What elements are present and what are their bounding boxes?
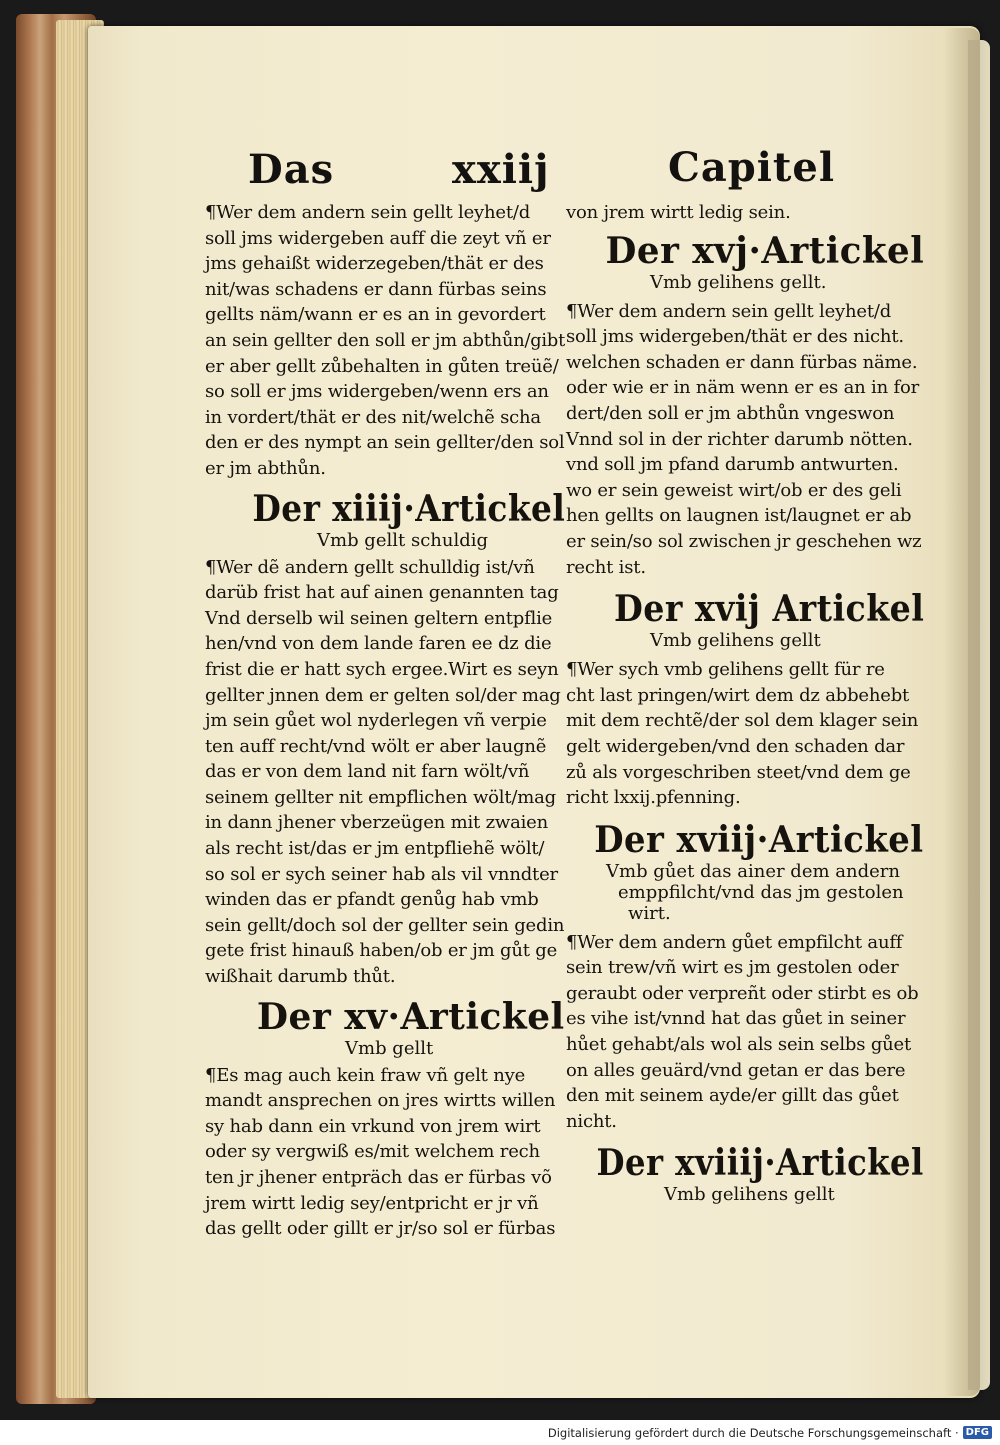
footer-credit [0,1420,1000,1445]
dfg-logo: DFG [963,1426,992,1439]
text-line: ten auff recht/vnd wölt er aber laugnẽ [205,735,547,757]
footer-credit-text: Digitalisierung gefördert durch die Deutsche Forschungsgemeinschaft · [547,1425,959,1440]
subheading-line: emppfilcht/vnd das jm gestolen [618,881,904,903]
text-line: er jm abthůn. [205,457,326,479]
text-line: als recht ist/das er jm entpfliehẽ wölt/ [205,838,545,860]
text-line: Vnd derselb wil seinen geltern entpflie [205,607,553,629]
text-line: gellter jnnen dem er gelten sol/der mag [205,684,561,706]
left-paragraph-2 [205,555,565,990]
text-line: sein gellt/doch sol der gellter sein gedin [205,914,565,936]
text-line: hen/vnd von dem lande faren ee dz die [205,633,552,655]
running-head-left: Das [248,146,335,193]
article-14-subheading: Vmb gellt schuldig [317,529,489,551]
text-line: vnd soll jm pfand darumb antwurten. [566,454,899,476]
text-line: ¶Es mag auch kein fraw vñ gelt nye [205,1064,526,1086]
text-line: ¶Wer dem andern gůet empfilcht auff [566,931,903,953]
article-16-subheading: Vmb gelihens gellt. [650,271,827,293]
left-paragraph-1 [205,200,565,482]
article-17-heading: Der xvij Artickel [613,588,925,631]
text-line: frist die er hatt sych ergee.Wirt es seyn [205,658,559,680]
running-head-right: Capitel [668,144,836,191]
text-line: welchen schaden er dann fürbas näme. [566,351,918,373]
article-14-heading: Der xiiij·Artickel [252,487,566,530]
left-column [205,200,565,1242]
text-line: on alles geuärd/vnd getan er das bere [566,1059,906,1081]
text-line: jms gehaißt widerzegeben/thät er des [205,253,544,275]
text-line: er sein/so sol zwischen jr geschehen wz [566,530,922,552]
text-line: nicht. [566,1110,617,1132]
right-column [566,200,924,1205]
text-line: das gellt oder gillt er jr/so sol er fürbas [205,1218,556,1240]
text-line: es vihe ist/vnnd hat das gůet in seiner [566,1008,906,1030]
text-line: ten jr jhener entpräch das er fürbas võ [205,1167,552,1188]
text-line: darüb frist hat auf ainen genannten tag [205,582,559,604]
text-line: dert/den soll er jm abthůn vngeswon [566,402,895,424]
article-18-subheading [566,861,924,924]
article-16-heading: Der xvj·Artickel [605,229,925,272]
text-line: winden das er pfandt genůg hab vmb [205,889,539,911]
gutter-shadow [944,28,980,1396]
text-line: den mit seinem ayde/er gillt das gůet [566,1085,899,1107]
text-line: wißhait darumb thůt. [205,966,396,988]
text-line: an sein gellter den soll er jm abthůn/gibt [205,329,566,351]
text-line: sein trew/vñ wirt es jm gestolen oder [566,957,899,979]
article-15-heading: Der xv·Artickel [256,995,565,1038]
right-paragraph-1 [566,299,924,581]
text-line: seinem gellter nit empflichen wölt/mag [205,786,556,808]
text-line: richt lxxij.pfenning. [566,787,741,809]
text-line: er aber gellt zůbehalten in gůten treüẽ/ [205,355,559,377]
text-line: gete frist hinauß haben/ob er jm gůt ge [205,940,558,962]
right-paragraph-2 [566,657,924,811]
text-line: gelt widergeben/vnd den schaden dar [566,735,905,757]
article-18-heading: Der xviij·Artickel [594,818,924,861]
text-line: oder sy vergwiß es/mit welchem rech [205,1141,540,1163]
text-line: in dann jhener vberzeügen mit zwaien [205,812,549,834]
text-line: nit/was schadens er dann fürbas seins [205,278,547,300]
text-line: in vordert/thät er des nit/welchẽ scha [205,406,541,428]
text-line: ¶Wer dẽ andern gellt schulldig ist/vñ [205,556,535,578]
text-line: soll jms widergeben auff die zeyt vñ er [205,227,551,249]
text-line: gellts näm/wann er es an in gevordert [205,304,546,326]
text-line: Vnnd sol in der richter darumb nötten. [566,428,913,450]
subheading-line: Vmb gůet das ainer dem andern [606,860,900,882]
text-line: oder wie er in näm wenn er es an in for [566,377,920,399]
text-line: den er des nympt an sein gellter/den sol [205,432,565,454]
text-line: jrem wirtt ledig sey/entpricht er jr vñ [205,1192,539,1214]
text-line: von jrem wirtt ledig sein. [566,202,791,223]
text-line: wo er sein geweist wirt/ob er des geli [566,479,902,501]
article-15-subheading: Vmb gellt [345,1037,434,1059]
text-line: so sol er sych seiner hab als vil vnndter [205,863,558,885]
text-line: mandt ansprechen on jres wirtts willen [205,1090,556,1112]
text-line: cht last pringen/wirt dem dz abbehebt [566,684,910,706]
left-paragraph-3 [205,1063,565,1242]
text-line: hen gellts on laugnen ist/laugnet er ab [566,505,912,527]
text-line: ¶Wer dem andern sein gellt leyhet/d [566,300,892,322]
running-head [0,140,1000,200]
article-19-heading: Der xviiij·Artickel [596,1142,924,1185]
text-line: ¶Wer sych vmb gelihens gellt für re [566,659,885,681]
text-line: zů als vorgeschriben steet/vnd dem ge [566,761,911,783]
text-line: so soll er jms widergeben/wenn ers an [205,381,549,403]
subheading-line: wirt. [628,902,671,924]
text-line: sy hab dann ein vrkund von jrem wirt [205,1115,541,1137]
running-head-folio: xxiij [452,146,550,193]
text-line: ¶Wer dem andern sein gellt leyhet/d [205,202,531,223]
article-17-subheading: Vmb gelihens gellt [650,630,821,652]
text-line: jm sein gůet wol nyderlegen vñ verpie [205,710,547,732]
article-19-subheading: Vmb gelihens gellt [664,1184,835,1206]
text-line: das er von dem land nit farn wölt/vñ [205,761,530,783]
text-line: mit dem rechtẽ/der sol dem klager sein [566,710,919,732]
text-line: geraubt oder verpreñt oder stirbt es ob [566,982,919,1004]
text-line: recht ist. [566,556,646,578]
text-line: hůet gehabt/als wol als sein selbs gůet [566,1034,912,1056]
text-line: soll jms widergeben/thät er des nicht. [566,326,904,348]
right-paragraph-3 [566,930,924,1135]
